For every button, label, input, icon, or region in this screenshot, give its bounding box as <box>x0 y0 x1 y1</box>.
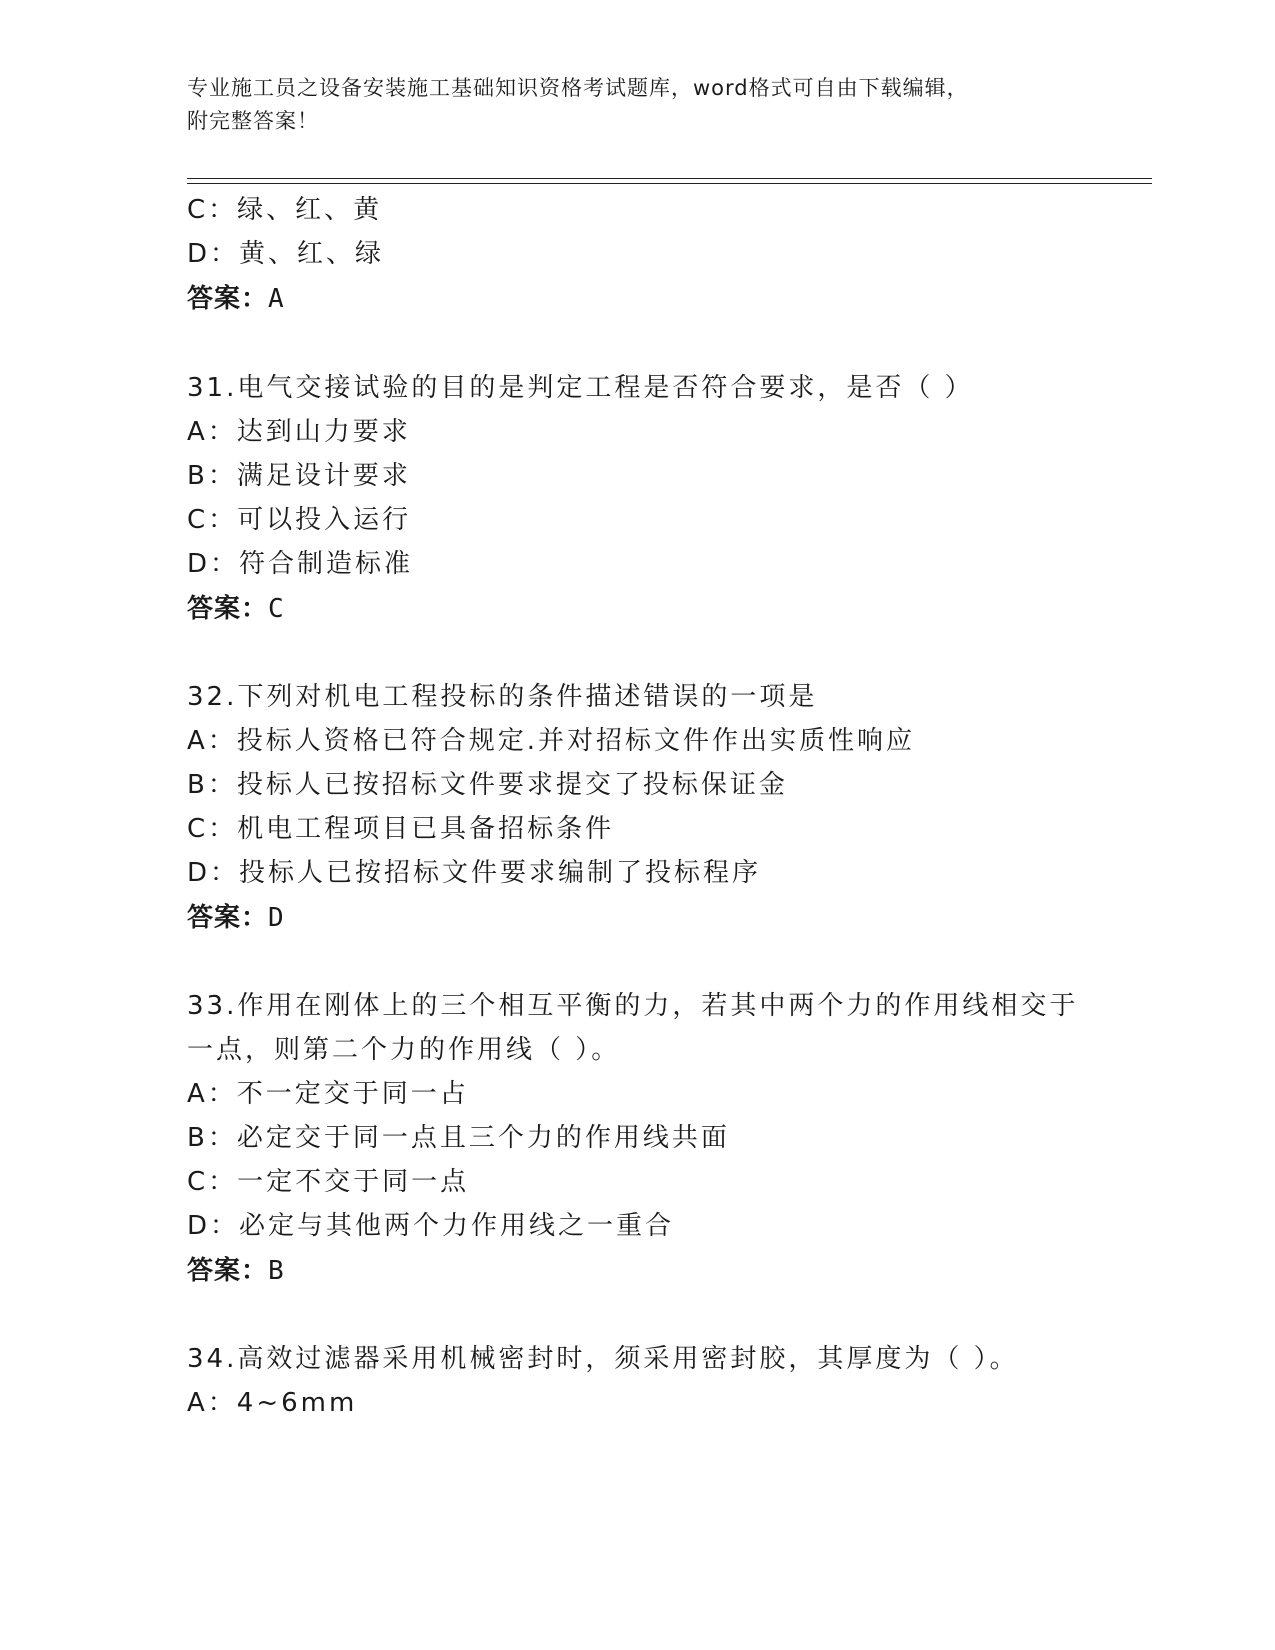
option-a: A：不一定交于同一占 <box>187 1079 469 1109</box>
option-a: A：达到山力要求 <box>187 417 411 447</box>
question-stem: 31.电气交接试验的目的是判定工程是否符合要求，是否（ ） <box>187 373 974 403</box>
answer-key: C <box>268 594 285 624</box>
header-divider-bottom <box>187 183 1152 184</box>
answer-label: 答案： <box>187 284 269 314</box>
answer-key: B <box>268 1256 285 1286</box>
answer-label: 答案： <box>187 903 269 933</box>
option-b: B：满足设计要求 <box>187 461 411 491</box>
option-c: C：一定不交于同一点 <box>187 1167 470 1197</box>
question-stem-continued: 一点，则第二个力的作用线（ ）。 <box>187 1035 621 1065</box>
question-stem: 32.下列对机电工程投标的条件描述错误的一项是 <box>187 682 818 712</box>
option-b: B：投标人已按招标文件要求提交了投标保证金 <box>187 770 788 800</box>
answer-line <box>187 1255 285 1287</box>
header-divider-top <box>187 178 1152 179</box>
option-d: D：符合制造标准 <box>187 549 414 579</box>
document-header <box>187 72 1087 138</box>
option-c: C：机电工程项目已具备招标条件 <box>187 814 615 844</box>
answer-line <box>187 283 285 315</box>
option-d: D：投标人已按招标文件要求编制了投标程序 <box>187 858 762 888</box>
answer-key: A <box>268 284 285 314</box>
answer-label: 答案： <box>187 1256 269 1286</box>
header-line-2: 附完整答案！ <box>187 109 319 133</box>
header-line-1: 专业施工员之设备安装施工基础知识资格考试题库，word格式可自由下载编辑， <box>187 76 969 100</box>
option-d: D：黄、红、绿 <box>187 239 385 269</box>
answer-line <box>187 593 285 625</box>
answer-line <box>187 902 285 934</box>
option-d: D：必定与其他两个力作用线之一重合 <box>187 1211 675 1241</box>
question-stem: 34.高效过滤器采用机械密封时，须采用密封胶，其厚度为（ ）。 <box>187 1344 1019 1374</box>
question-stem: 33.作用在刚体上的三个相互平衡的力，若其中两个力的作用线相交于 <box>187 991 1079 1021</box>
option-a: A：投标人资格已符合规定.并对招标文件作出实质性响应 <box>187 726 916 756</box>
option-c: C：可以投入运行 <box>187 505 412 535</box>
option-c: C：绿、红、黄 <box>187 195 383 225</box>
answer-label: 答案： <box>187 594 269 624</box>
answer-key: D <box>268 903 285 933</box>
option-a: A：4~6mm <box>187 1388 358 1418</box>
option-b: B：必定交于同一点且三个力的作用线共面 <box>187 1123 730 1153</box>
